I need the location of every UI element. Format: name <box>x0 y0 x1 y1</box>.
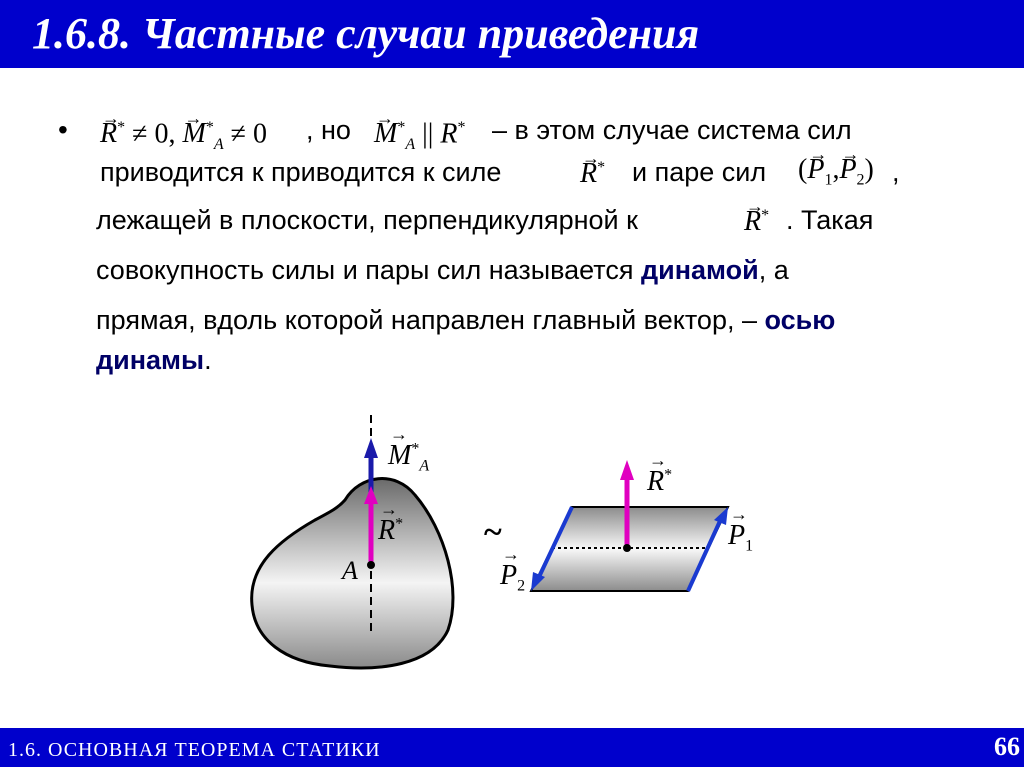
slide-title: 1.6.8. Частные случаи приведения <box>32 9 700 58</box>
footer-bar <box>0 728 1024 767</box>
text-line6: динамы. <box>96 345 212 375</box>
text-line4: совокупность силы и пары сил называется динамой, а <box>96 255 789 285</box>
page-number: 66 <box>994 732 1020 761</box>
plane-force-arrowhead <box>620 460 634 480</box>
text-line2-b: и паре сил <box>632 157 767 187</box>
plane-point <box>623 544 631 552</box>
label-moment-ma: → $M^*_A$ <box>388 440 429 476</box>
formula-r-m-nonzero: → R* ≠ 0, → $M^*_A \ne 0$ <box>100 112 267 161</box>
label-force-r: → R* <box>378 515 403 547</box>
text-line1-rest: – в этом случае система сил <box>492 115 852 145</box>
text-line2-end: , <box>892 157 900 187</box>
moment-arrowhead <box>364 438 378 458</box>
term-axis: осью <box>764 305 836 335</box>
point-a <box>367 561 375 569</box>
equivalence-tilde: ~ <box>484 514 502 551</box>
text-line5: прямая, вдоль которой направлен главный вектор, – осью <box>96 305 836 335</box>
label-plane-force-r: → R* <box>647 466 672 498</box>
formula-r-star: → R* <box>580 152 605 190</box>
text-line1-but: , но <box>306 115 351 145</box>
term-dynamo-axis: динамы <box>96 345 205 375</box>
label-point-a: A <box>342 556 358 585</box>
formula-pair-p1-p2: (→ $P_1,\to P_2$) <box>798 154 874 197</box>
formula-m-parallel-r: → $M^*_A$ || R* <box>374 112 465 161</box>
formula-r-star-2: → R* <box>744 200 769 238</box>
text-line2-a: приводится к приводится к силе <box>100 157 502 187</box>
label-force-p1: → $P_1$ <box>728 520 753 556</box>
bullet: • <box>58 114 68 145</box>
section-title: 1.6. ОСНОВНАЯ ТЕОРЕМА СТАТИКИ <box>8 739 381 761</box>
label-force-p2: → $P_2$ <box>500 560 525 596</box>
text-line3-a: лежащей в плоскости, перпендикулярной к <box>96 205 638 235</box>
term-dynamo: динамой <box>640 255 759 285</box>
text-line3-b: . Такая <box>786 205 874 235</box>
